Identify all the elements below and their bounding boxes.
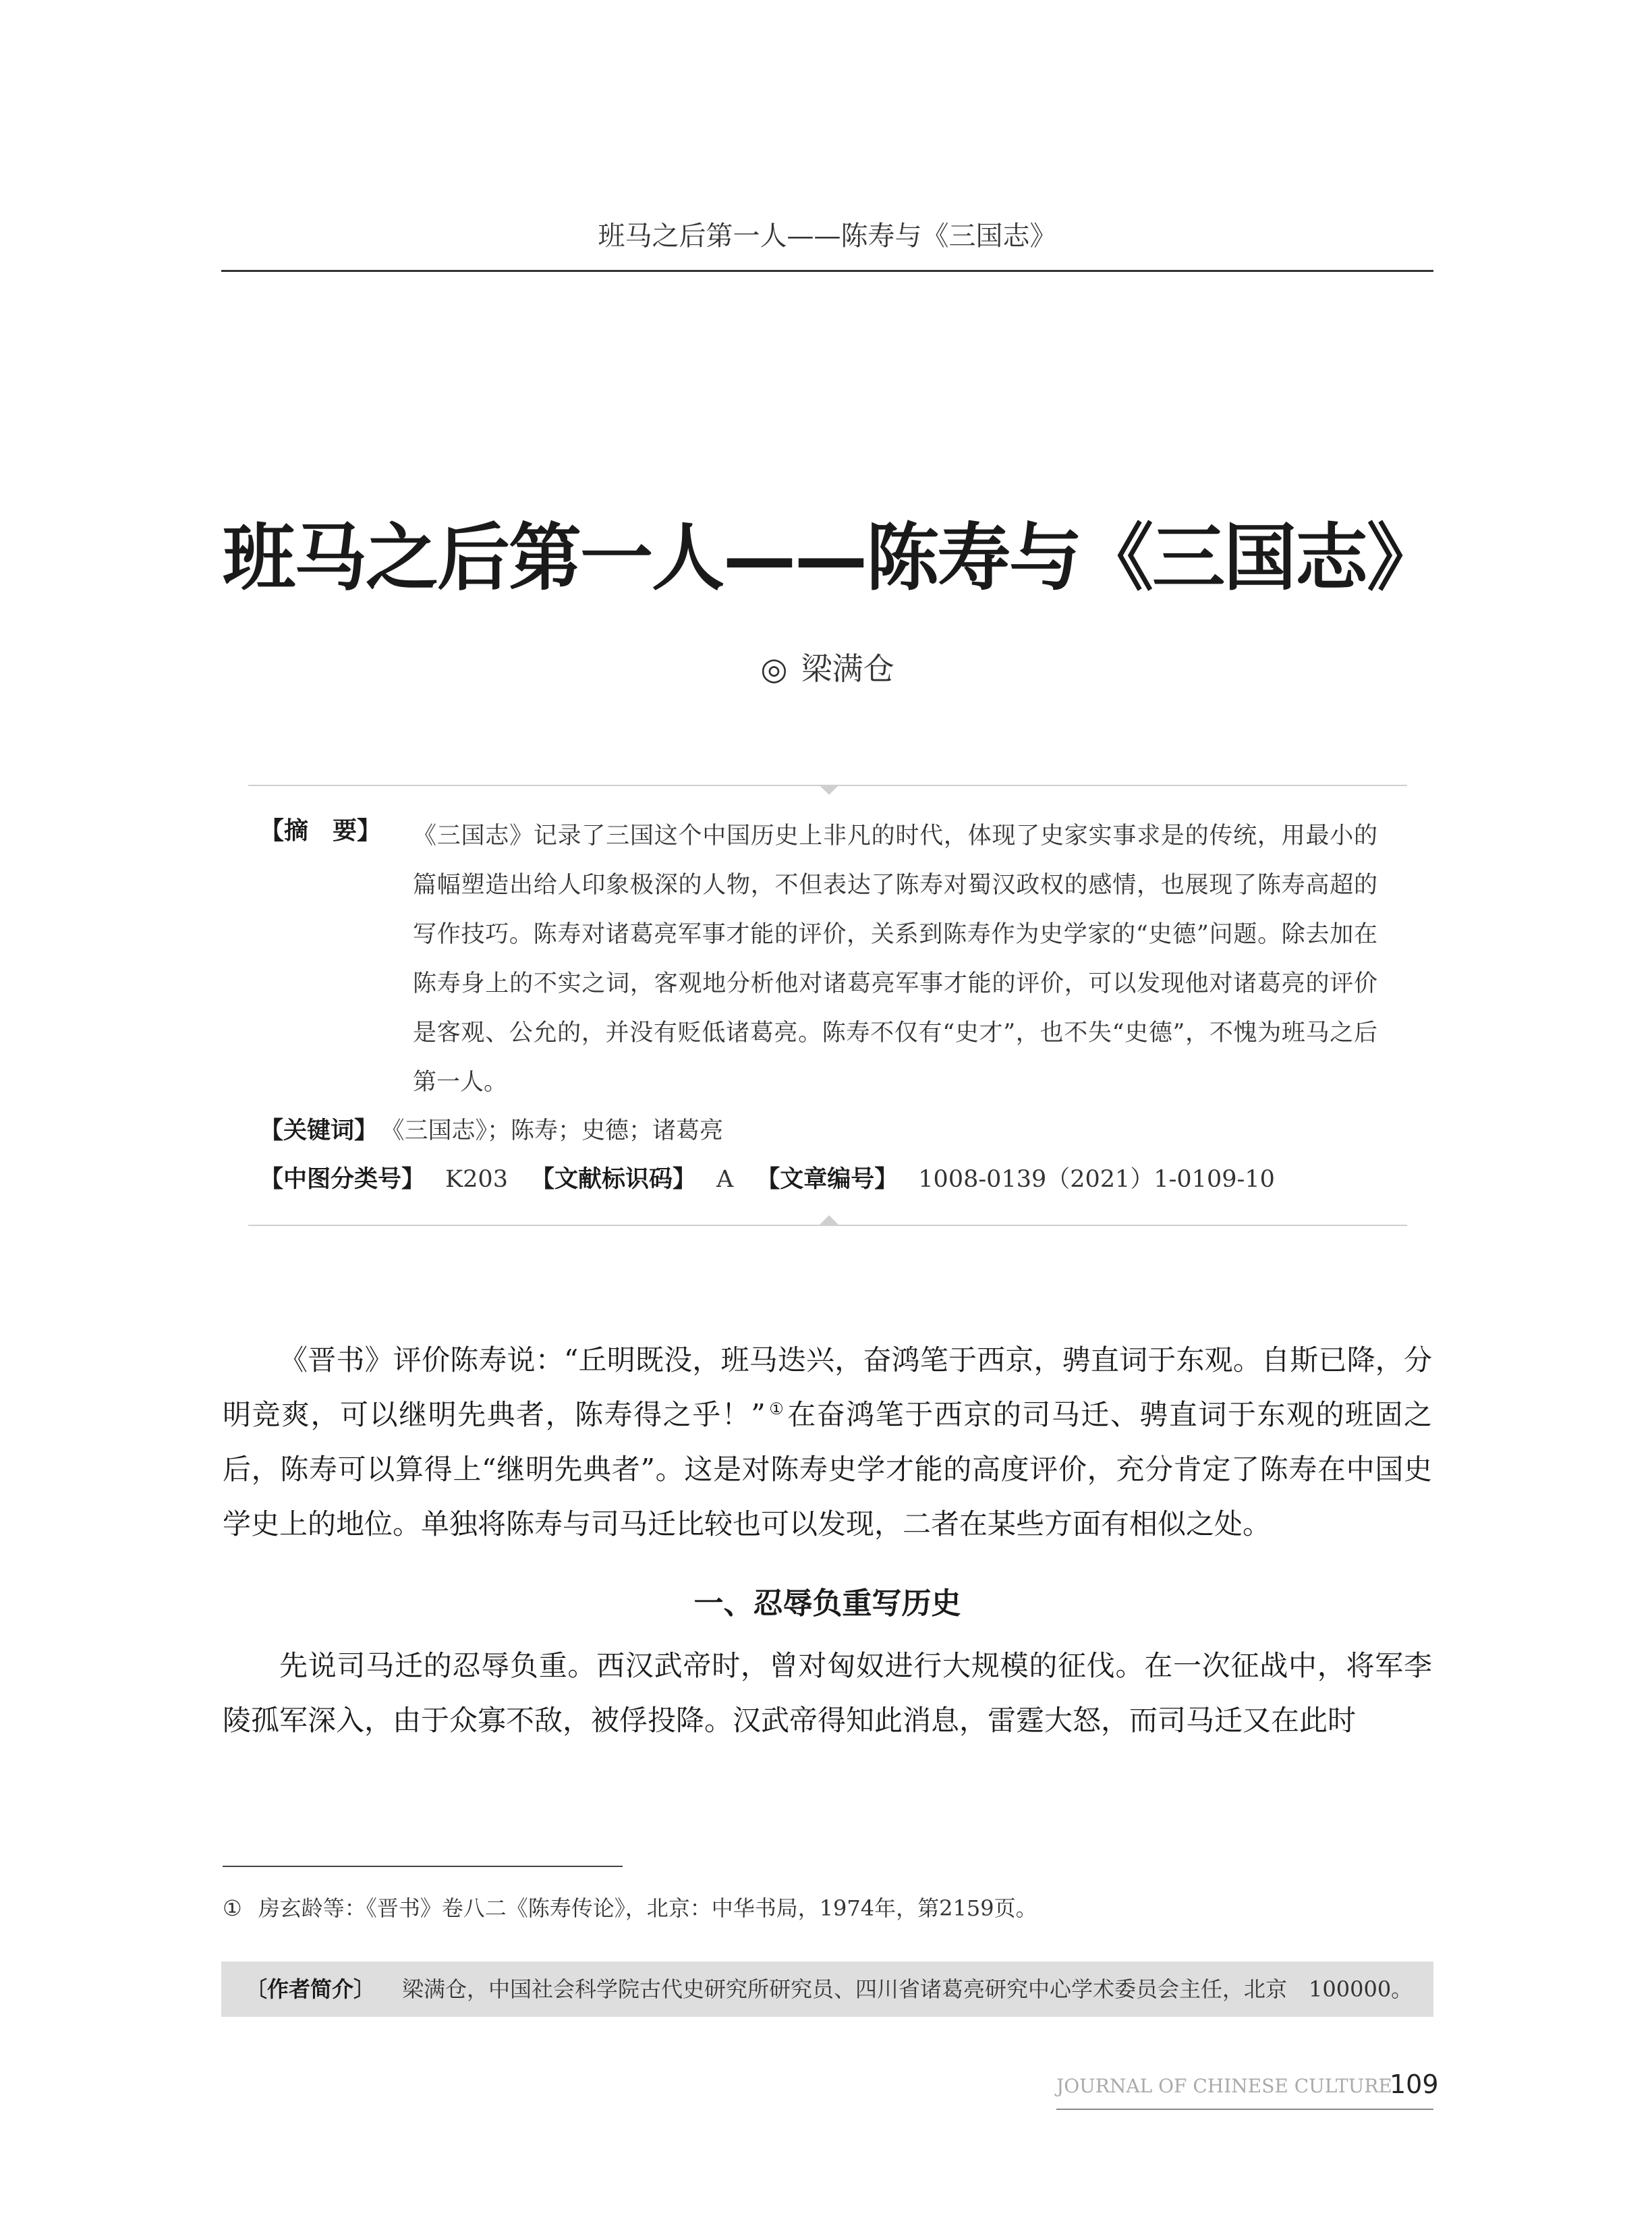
article-number-label: 【文章编号】 (756, 1166, 899, 1193)
author-mark-icon: ◎ (760, 650, 788, 687)
body-paragraph-1 (223, 1333, 1432, 1551)
running-head-rule (221, 270, 1433, 272)
footnote-text: 房玄龄等：《晋书》卷八二《陈寿传论》，北京：中华书局，1974年，第2159页。 (258, 1895, 1037, 1921)
page-number: 109 (1390, 2069, 1439, 2099)
body-paragraph-1-part-b: 在奋鸿笔于西京的司马迁、骋直词于东观的班固之后，陈寿可以算得上“继明先典者”。这是对陈寿史学才能的高度评价，充分肯定了陈寿在中国史学史上的地位。单独将陈寿与司马迁比较也可以发现，二者在某些方面有相似之处。 (223, 1398, 1432, 1540)
author-name: 梁满仓 (801, 650, 894, 687)
journal-name: JOURNAL OF CHINESE CULTURE (1056, 2075, 1392, 2097)
running-head: 班马之后第一人——陈寿与《三国志》 (598, 221, 1057, 252)
body-paragraph-2: 先说司马迁的忍辱负重。西汉武帝时，曾对匈奴进行大规模的征伐。在一次征战中，将军李陵孤军深入，由于众寡不敌，被俘投降。汉武帝得知此消息，雷霆大怒，而司马迁又在此时 (223, 1649, 1432, 1737)
footer-rule (1056, 2109, 1433, 2110)
classification-row (260, 1161, 1298, 1194)
abstract-text: 《三国志》记录了三国这个中国历史上非凡的时代，体现了史家实事求是的传统，用最小的篇幅塑造出给人印象极深的人物，不但表达了陈寿对蜀汉政权的感情，也展现了陈寿高超的写作技巧。陈寿对诸葛亮军事才能的评价，关系到陈寿作为史学家的“史德”问题。除去加在陈寿身上的不实之词，客观地分析他对诸葛亮军事才能的评价，可以发现他对诸葛亮的评价是客观、公允的，并没有贬低诸葛亮。陈寿不仅有“史才”，也不失“史德”，不愧为班马之后第一人。 (413, 823, 1377, 1096)
clc-value: K203 (445, 1166, 508, 1193)
footnote-reference[interactable]: ① (768, 1399, 785, 1418)
article-title: 班马之后第一人——陈寿与《三国志》 (223, 516, 1439, 601)
doc-code-label: 【文献标识码】 (530, 1166, 696, 1193)
footnote-number: ① (223, 1895, 242, 1921)
keywords-label: 【关键词】 (260, 1117, 378, 1144)
keywords-value: 《三国志》；陈寿；史德；诸葛亮 (393, 1117, 724, 1144)
abstract-bottom-notch-icon (820, 1215, 838, 1225)
article-number-value: 1008-0139（2021）1-0109-10 (918, 1166, 1275, 1193)
author-bio-text: 梁满仓，中国社会科学院古代史研究所研究员、四川省诸葛亮研究中心学术委员会主任，北京 100000。 (402, 1976, 1413, 2002)
body-paragraph-1-part-a: 《晋书》评价陈寿说：“丘明既没，班马迭兴，奋鸿笔于西京，骋直词于东观。自斯已降，分明竞爽，可以继明先典者，陈寿得之乎！” (223, 1343, 1432, 1431)
footnote (223, 1891, 1037, 1922)
author-line (223, 644, 1432, 689)
clc-label: 【中图分类号】 (260, 1166, 426, 1193)
doc-code-value: A (716, 1166, 734, 1193)
abstract-label: 【摘 要】 (260, 817, 382, 845)
keywords-row (260, 1112, 723, 1146)
abstract-top-notch-icon (820, 785, 838, 795)
section-heading: 一、忍辱负重写历史 (693, 1586, 961, 1621)
abstract-bottom-rule (248, 1225, 1407, 1226)
author-bio-box (221, 1961, 1433, 2017)
author-bio-label: 〔作者简介〕 (246, 1976, 376, 2002)
footnote-rule (223, 1866, 623, 1867)
